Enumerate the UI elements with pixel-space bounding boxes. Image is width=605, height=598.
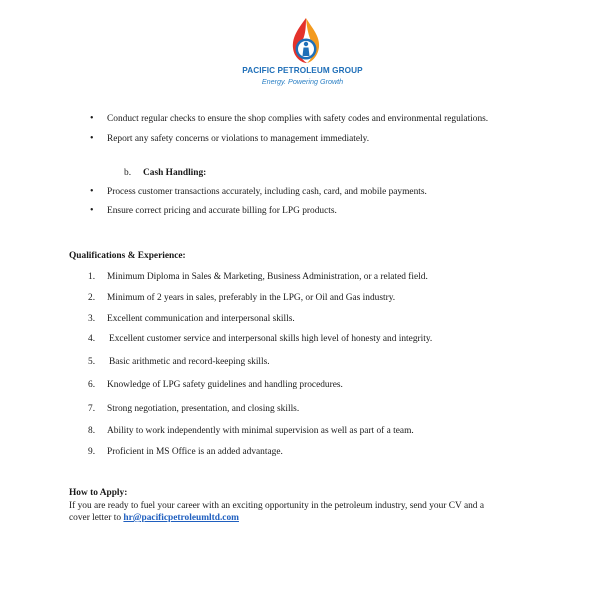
bullet-icon: • xyxy=(90,133,94,144)
qualification-item: Basic arithmetic and record-keeping skills. xyxy=(109,357,270,367)
cash-handling-marker: b. xyxy=(124,168,132,178)
apply-text: If you are ready to fuel your career with an exciting opportunity in the petroleum industry, send your CV and a xyxy=(69,501,484,511)
how-to-apply-heading: How to Apply: xyxy=(69,488,128,498)
qualification-item: Ability to work independently with minimal supervision as well as part of a team. xyxy=(107,426,414,436)
qualification-number: 6. xyxy=(88,380,96,390)
qualification-number: 2. xyxy=(88,293,96,303)
company-logo xyxy=(0,16,605,86)
qualification-item: Proficient in MS Office is an added advantage. xyxy=(107,447,283,457)
qualification-item: Knowledge of LPG safety guidelines and handling procedures. xyxy=(107,380,343,390)
qualification-number: 9. xyxy=(88,447,96,457)
email-link[interactable]: hr@pacificpetroleumltd.com xyxy=(123,513,239,523)
apply-text-prefix: cover letter to xyxy=(69,513,124,523)
apply-text-line2 xyxy=(69,512,239,524)
qualification-number: 3. xyxy=(88,314,96,324)
qualification-number: 8. xyxy=(88,426,96,436)
cash-handling-bullet: Ensure correct pricing and accurate billing for LPG products. xyxy=(107,206,337,216)
qualification-item: Minimum Diploma in Sales & Marketing, Business Administration, or a related field. xyxy=(107,272,428,282)
bullet-icon: • xyxy=(90,113,94,124)
qualification-item: Strong negotiation, presentation, and closing skills. xyxy=(107,404,300,414)
safety-bullet: Conduct regular checks to ensure the shop complies with safety codes and environmental regulations. xyxy=(107,114,489,124)
qualification-number: 4. xyxy=(88,334,96,344)
qualification-number: 7. xyxy=(88,404,96,414)
safety-bullet: Report any safety concerns or violations to management immediately. xyxy=(107,134,370,144)
cash-handling-bullet: Process customer transactions accurately, including cash, card, and mobile payments. xyxy=(107,187,427,197)
bullet-icon: • xyxy=(90,186,94,197)
qualification-number: 5. xyxy=(88,357,96,367)
qualification-item: Minimum of 2 years in sales, preferably in the LPG, or Oil and Gas industry. xyxy=(107,293,396,303)
qualifications-heading: Qualifications & Experience: xyxy=(69,251,186,261)
company-name: PACIFIC PETROLEUM GROUP xyxy=(242,66,363,75)
qualification-number: 1. xyxy=(88,272,96,282)
qualification-item: Excellent customer service and interpersonal skills high level of honesty and integrity. xyxy=(109,334,433,344)
flame-person-emblem-icon xyxy=(288,16,324,64)
qualification-item: Excellent communication and interpersonal skills. xyxy=(107,314,295,324)
bullet-icon: • xyxy=(90,205,94,216)
company-tagline: Energy. Powering Growth xyxy=(261,77,344,86)
cash-handling-heading: Cash Handling: xyxy=(143,168,207,178)
